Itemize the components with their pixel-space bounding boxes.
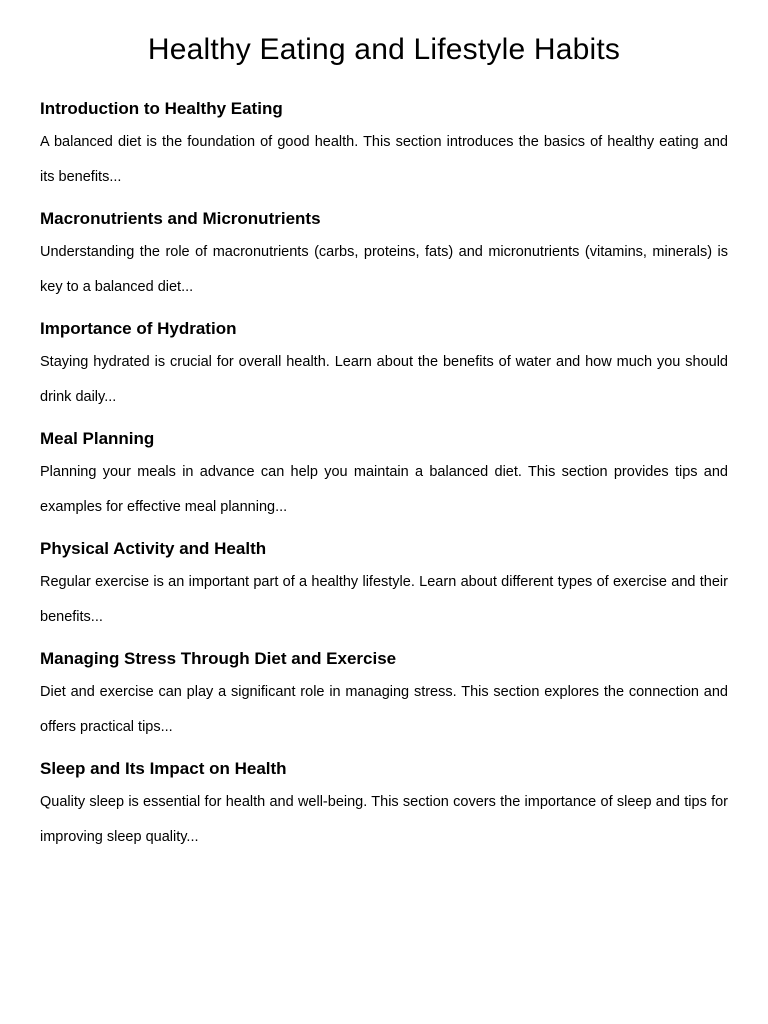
section-body: Staying hydrated is crucial for overall health. Learn about the benefits of water and how much you should drink daily... xyxy=(40,354,728,405)
section-heading: Macronutrients and Micronutrients xyxy=(40,209,321,228)
section-body: Understanding the role of macronutrients (carbs, proteins, fats) and micronutrients (vitamins, minerals) is key to a balanced diet... xyxy=(40,244,728,295)
section-macronutrients xyxy=(40,207,728,304)
section-heading: Sleep and Its Impact on Health xyxy=(40,759,287,778)
section-physical-activity xyxy=(40,537,728,634)
section-heading: Introduction to Healthy Eating xyxy=(40,99,283,118)
section-hydration xyxy=(40,317,728,414)
section-body: Planning your meals in advance can help you maintain a balanced diet. This section provides tips and examples for effective meal planning... xyxy=(40,464,728,515)
sections-container xyxy=(40,97,728,854)
section-meal-planning xyxy=(40,427,728,524)
section-body: Quality sleep is essential for health and well-being. This section covers the importance of sleep and tips for improving sleep quality... xyxy=(40,794,728,845)
section-body: A balanced diet is the foundation of good health. This section introduces the basics of healthy eating and its benefits... xyxy=(40,134,728,185)
section-heading: Managing Stress Through Diet and Exercise xyxy=(40,649,397,668)
section-heading: Importance of Hydration xyxy=(40,319,237,338)
document-title: Healthy Eating and Lifestyle Habits xyxy=(147,33,621,66)
section-heading: Physical Activity and Health xyxy=(40,539,267,558)
section-heading: Meal Planning xyxy=(40,429,155,448)
section-body: Regular exercise is an important part of a healthy lifestyle. Learn about different types of exercise and their benefits... xyxy=(40,574,728,625)
section-sleep xyxy=(40,757,728,854)
section-introduction xyxy=(40,97,728,194)
section-managing-stress xyxy=(40,647,728,744)
section-body: Diet and exercise can play a significant role in managing stress. This section explores the connection and offers practical tips... xyxy=(40,684,728,735)
